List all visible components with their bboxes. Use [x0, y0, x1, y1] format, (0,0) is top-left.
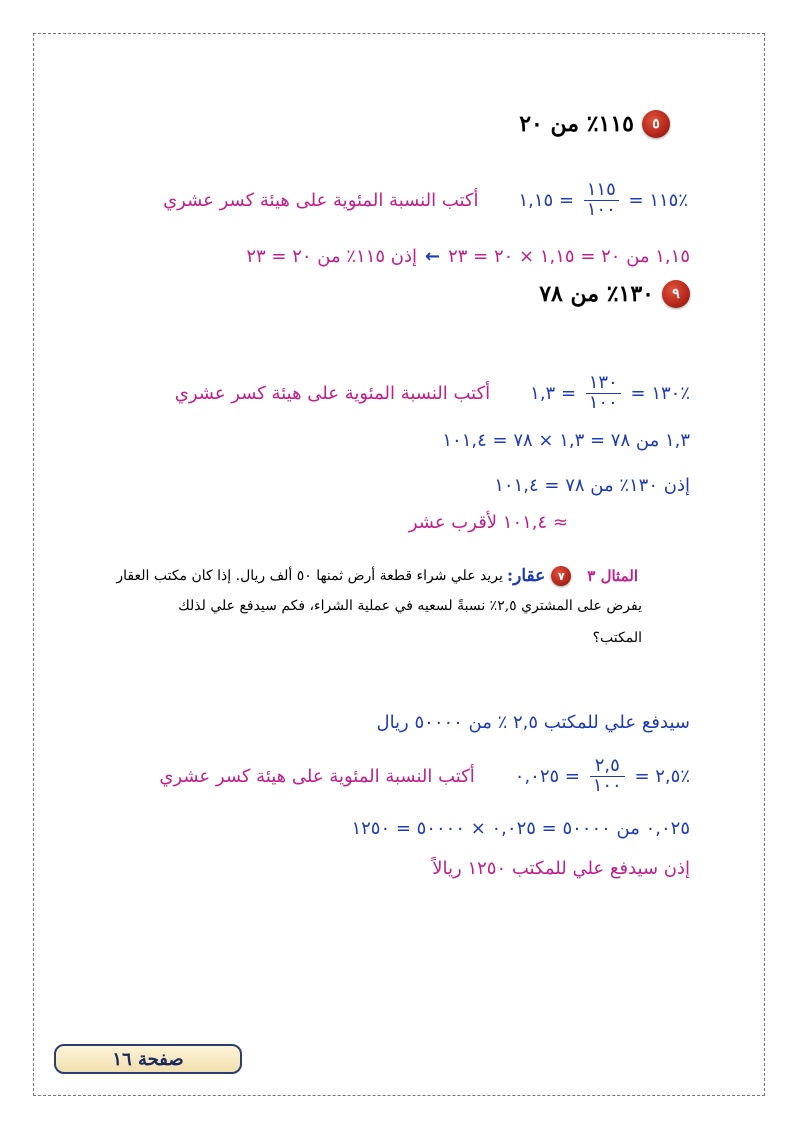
q9-frac-den: ١٠٠ — [586, 393, 621, 413]
example3-fraction — [590, 757, 625, 796]
q5-eq-lhs: ٪١١٥ — [649, 189, 688, 211]
q9-line4: ≈ ١٠١,٤ لأقرب عشر — [408, 512, 568, 533]
q5-fraction — [584, 181, 619, 220]
q5-badge: ٥ — [642, 110, 670, 138]
q5-line2 — [246, 246, 690, 267]
q9-line3: إذن ١٣٠٪ من ٧٨ = ١٠١,٤ — [494, 475, 690, 496]
example3-label: المثال ٣ — [587, 567, 638, 585]
example3-sol1: سيدفع علي للمكتب ٢,٥ ٪ من ٥٠٠٠٠ ريال — [376, 712, 690, 733]
q5-equation: ٪١١٥ = $\frac{١١٥}{١٠٠}$ = ١,١٥ أكتب النسبة المئوية على هيئة كسر عشري — [163, 179, 688, 220]
q5-note: أكتب النسبة المئوية على هيئة كسر عشري — [163, 189, 479, 211]
arrow-left-icon: ← — [425, 246, 441, 267]
example3-equation: ٪٢,٥ = $\frac{٢,٥}{١٠٠}$ = ٠,٠٢٥ أكتب النسبة المئوية على هيئة كسر عشري — [159, 755, 690, 796]
q9-equation: ٪١٣٠ = $\frac{١٣٠}{١٠٠}$ = ١,٣ أكتب النسبة المئوية على هيئة كسر عشري — [174, 372, 690, 413]
example3-text3: المكتب؟ — [592, 630, 642, 646]
q9-note: أكتب النسبة المئوية على هيئة كسر عشري — [174, 382, 491, 404]
q9-heading — [539, 280, 690, 308]
q5-frac-num: ١١٥ — [586, 179, 616, 200]
example3-text2: يفرض على المشتري ٢,٥٪ نسبةً لسعيه في عملية الشراء، فكم سيدفع علي لذلك — [178, 598, 642, 614]
q9-fraction — [586, 374, 621, 413]
example3-frac-num: ٢,٥ — [594, 755, 620, 776]
example3-sol2: ٠,٠٢٥ من ٥٠٠٠٠ = ٠,٠٢٥ × ٥٠٠٠٠ = ١٢٥٠ — [351, 818, 690, 839]
example3-badge: ٧ — [551, 566, 571, 586]
page-number-box — [54, 1044, 242, 1074]
q9-eq-lhs: ٪١٣٠ — [651, 382, 690, 404]
q5-line2-tail: إذن ١١٥٪ من ٢٠ = ٢٣ — [246, 246, 418, 267]
example3-frac-den: ١٠٠ — [590, 776, 625, 796]
q5-eq-rhs: ١,١٥ — [518, 189, 554, 211]
q5-line2-text: ١,١٥ من ٢٠ = ١,١٥ × ٢٠ = ٢٣ — [448, 246, 690, 267]
page-number-label: صفحة ١٦ — [112, 1048, 184, 1070]
q5-frac-den: ١٠٠ — [584, 200, 619, 220]
example3-note: أكتب النسبة المئوية على هيئة كسر عشري — [159, 765, 475, 787]
example3-title: عقار: — [506, 566, 546, 586]
q5-heading — [519, 110, 670, 138]
q5-heading-text: ١١٥٪ من ٢٠ — [519, 111, 634, 137]
example3-sol3: إذن سيدفع علي للمكتب ١٢٥٠ ريالاً — [432, 858, 690, 879]
example3-row1 — [116, 566, 638, 586]
q9-frac-num: ١٣٠ — [588, 372, 618, 393]
example3-eq-rhs: ٠,٠٢٥ — [514, 765, 560, 787]
q9-eq-rhs: ١,٣ — [530, 382, 556, 404]
example3-text1: يريد علي شراء قطعة أرض ثمنها ٥٠ ألف ريال. إذا كان مكتب العقار — [116, 568, 503, 584]
q9-badge: ٩ — [662, 280, 690, 308]
q9-line2: ١,٣ من ٧٨ = ١,٣ × ٧٨ = ١٠١,٤ — [442, 430, 690, 451]
q9-heading-text: ١٣٠٪ من ٧٨ — [539, 281, 654, 307]
example3-eq-lhs: ٪٢,٥ — [655, 765, 690, 787]
